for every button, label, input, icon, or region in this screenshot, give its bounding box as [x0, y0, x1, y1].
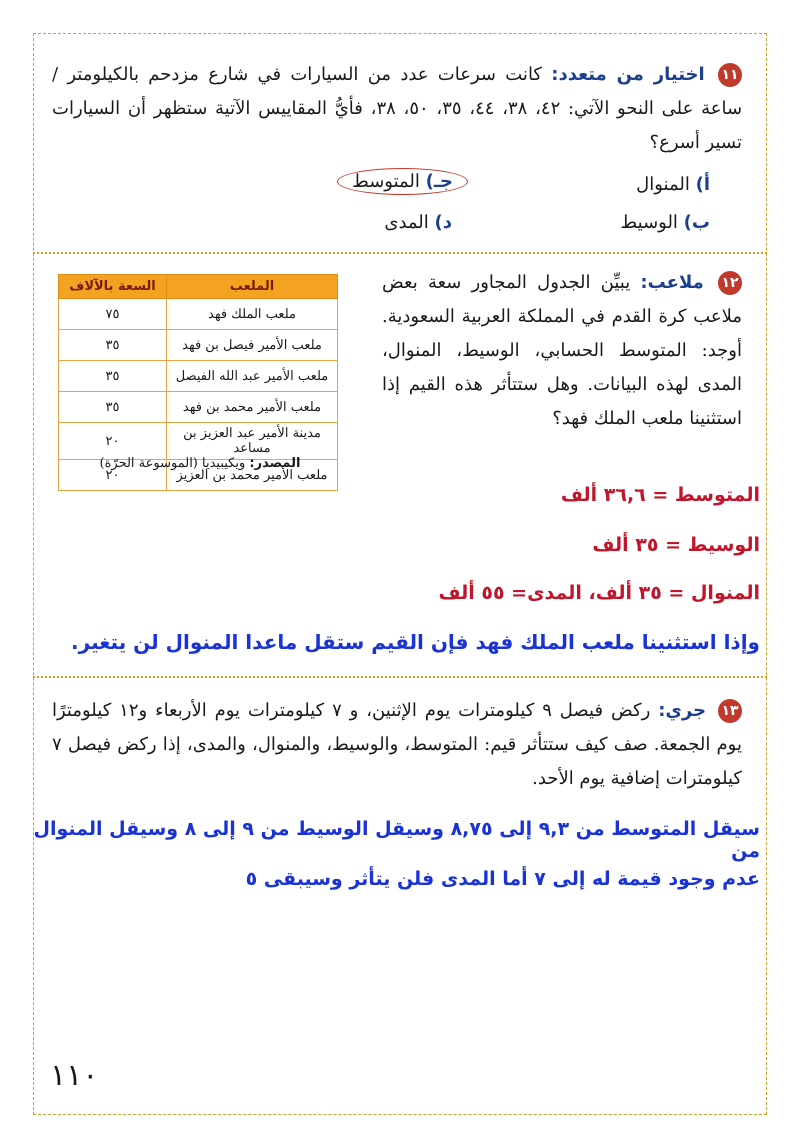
section-divider — [33, 676, 767, 678]
question-number-badge: ١٣ — [718, 699, 742, 723]
answer-q13-line2: عدم وجود قيمة له إلى ٧ أما المدى فلن يتأثر وسيبقى ٥ — [245, 868, 760, 890]
answer-conclusion: وإذا استثنينا ملعب الملك فهد فإن القيم ستقل ماعدا المنوال لن يتغير. — [71, 630, 760, 654]
table-row: مدينة الأمير عبد العزيز بن مساعد ٢٠ — [59, 423, 338, 460]
question-text: يبيِّن الجدول المجاور سعة بعض ملاعب كرة القدم في المملكة العربية السعودية. أوجد: المتوسط الحسابي، الوسيط، المنوال، المدى لهذه البيانات. وهل ستتأثر هذه القيم إذا استثنينا ملعب الملك فهد؟ — [382, 272, 742, 429]
table-row: ملعب الملك فهد ٧٥ — [59, 299, 338, 330]
question-heading: ملاعب: — [640, 272, 704, 293]
answer-mean: المتوسط = ٣٦,٦ ألف — [560, 484, 760, 506]
question-13 — [52, 694, 742, 796]
answer-q13-line1: سيقل المتوسط من ٩,٣ إلى ٨,٧٥ وسيقل الوسيط من ٩ إلى ٨ وسيقل المنوال من — [33, 818, 760, 862]
table-row: ملعب الأمير محمد بن العزيز ٢٠ — [59, 460, 338, 491]
question-number-badge: ١١ — [718, 63, 742, 87]
answer-mode-range: المنوال = ٣٥ ألف، المدى= ٥٥ ألف — [438, 582, 760, 604]
table-row: ملعب الأمير فيصل بن فهد ٣٥ — [59, 330, 338, 361]
option-c-circled — [337, 168, 468, 195]
table-row: ملعب الأمير عبد الله الفيصل ٣٥ — [59, 361, 338, 392]
page-border — [33, 33, 767, 1115]
option-b: ب) الوسيط — [620, 212, 710, 233]
page-number: ١١٠ — [50, 1058, 99, 1093]
option-a: أ) المنوال — [636, 174, 710, 195]
question-number-badge: ١٢ — [718, 271, 742, 295]
question-text: ركض فيصل ٩ كيلومترات يوم الإثنين، و ٧ كيلومترات يوم الأربعاء و١٢ كيلومترًا يوم الجمعة. صف كيف ستتأثر قيم: المتوسط، والوسيط، والمنوال، والمدى، إذا ركض فيصل ٧ كيلومترات إضافية يوم الأحد. — [52, 700, 742, 789]
question-text: كانت سرعات عدد من السيارات في شارع مزدحم بالكيلومتر / ساعة على النحو الآتي: ٤٢، ٣٨، ٤٤، ٣٥، ٥٠، ٣٨، فأيُّ المقاييس الآتية ستظهر أن السيارات تسير أسرع؟ — [52, 64, 743, 153]
question-12 — [382, 266, 742, 436]
section-divider — [33, 252, 767, 254]
answer-median: الوسيط = ٣٥ ألف — [592, 534, 760, 556]
option-d: د) المدى — [384, 212, 452, 233]
question-heading: جري: — [658, 700, 707, 721]
table-source: المصدر: ويكيبيديا (الموسوعة الحرّة) — [99, 456, 301, 471]
answer-circle: جـ) المتوسط — [337, 168, 468, 195]
column-header: السعة بالآلاف — [59, 275, 167, 299]
question-heading: اختيار من متعدد: — [551, 64, 705, 85]
table-header-row — [59, 275, 338, 299]
column-header: الملعب — [167, 275, 338, 299]
question-11 — [52, 58, 742, 160]
table-row: ملعب الأمير محمد بن فهد ٣٥ — [59, 392, 338, 423]
